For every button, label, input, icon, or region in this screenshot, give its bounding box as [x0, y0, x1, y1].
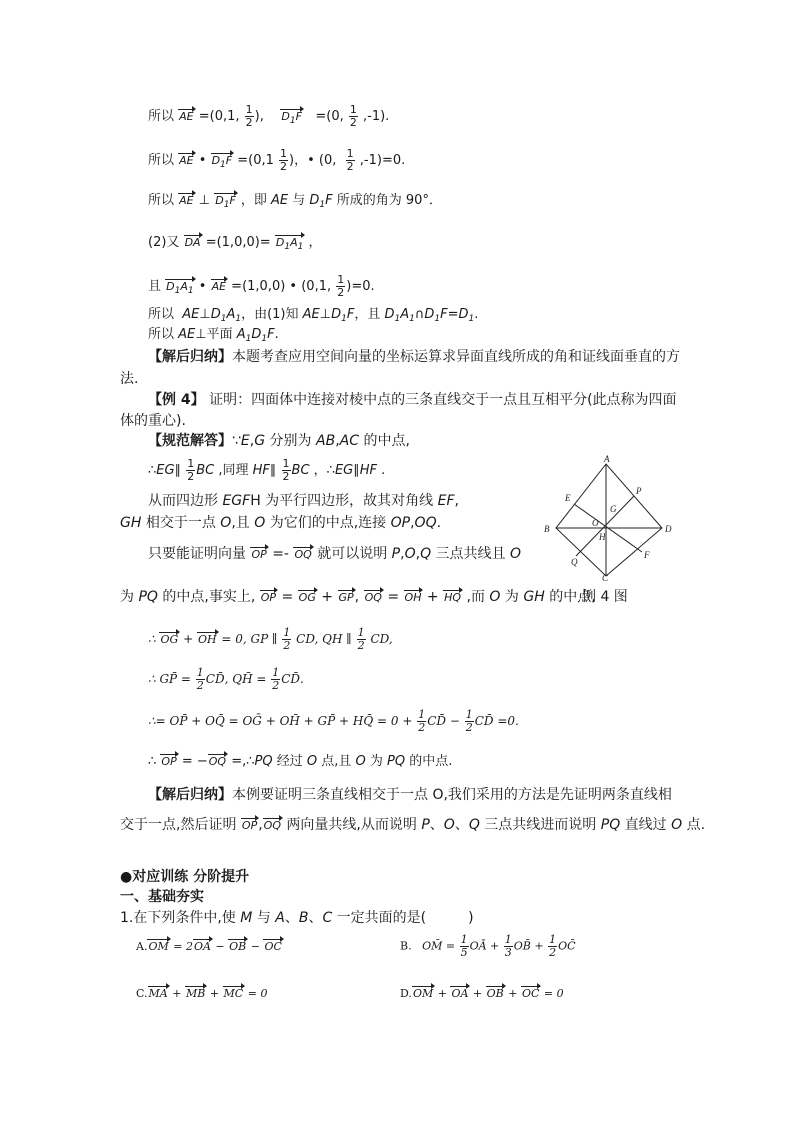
label-b: B — [544, 524, 550, 534]
line-dot-product: 所以 AE • $D_1F =(0,1$ $\frac{1}{2}$ )，• (0, $\frac{1}{2}$ ,-1)=0. — [148, 147, 406, 173]
line-d1a1-dot: 且 $D_1A_1$ • AE =(1,0,0) • (0,1, $\frac{1}{2}$ )=0. — [148, 273, 375, 299]
line-part2: (2)又 DA $=(1,0,0)= D_1A_1$ ， — [148, 235, 322, 252]
line-ae-perp: 所以 $AE\perp D_1A_1$，由(1)知 $AE\perp D_1F$，且 $D_1A_1\cap D_1F=D_1$. — [148, 307, 479, 324]
summary-2-cont: 交于一点,然后证明 OP,OQ 两向量共线,从而说明 P、O、Q 三点共线进而说明 PQ 直线过 O 点. — [120, 817, 706, 833]
line-gp-qh: ∴ GP̄ = $\frac{1}{2}$ CD̄, QH̄ = $\frac{1}{2}$ CD̄. — [148, 666, 304, 692]
section-heading-training: ●对应训练 分阶提升 — [120, 869, 250, 885]
option-d: D.OM + OA + OB + OC = 0 — [400, 987, 564, 1000]
segment-pq — [576, 496, 634, 556]
label-g: G — [610, 504, 617, 514]
figure-caption: 例 4 图 — [582, 589, 628, 605]
option-c: C.MA + MB + MC = 0 — [136, 987, 268, 1000]
label-f: F — [644, 550, 650, 560]
line-gh-intersect: GH 相交于一点 O,且 O 为它们的中点,连接 OP,OQ. — [120, 515, 442, 531]
line-ae-d1f: 所以 AE =(0,1, $\frac{1}{2}$ ), $D_1F =(0$, $\frac{1}{2}$ ,-1). — [148, 103, 390, 129]
label-o: O — [592, 518, 599, 528]
label-q: Q — [571, 557, 578, 567]
example-4-title: 【例 4】 证明：四面体中连接对棱中点的三条直线交于一点且互相平分(此点称为四面 — [148, 392, 677, 408]
line-parallelogram: 从而四边形 EGFH 为平行四边形，故其对角线 EF, — [148, 493, 459, 509]
line-prove-op: 只要能证明向量 OP =- OQ 就可以说明 P,O,Q 三点共线且 O — [148, 546, 522, 562]
line-sum-zero: ∴= OP̄ + OQ̄ = OḠ + OH̄ + GP̄ + HQ̄ = 0 + $\frac{1}{2}$ CD̄ − $\frac{1}{2}$ CD̄ =0. — [148, 708, 519, 734]
question-1: 1.在下列条件中,使 M 与 A、B、C 一定共面的是( ) — [120, 910, 474, 926]
option-a: A.OM = 2OA − OB − OC — [136, 940, 282, 953]
line-perpendicular: 所以 AE ⊥ $D_1F$ ，即 AE 与 $D_1F$ 所成的角为 90°． — [148, 193, 442, 210]
label-d: D — [665, 524, 672, 534]
label-e: E — [565, 493, 571, 503]
label-h: H — [599, 532, 606, 542]
tetrahedron-figure — [538, 452, 678, 582]
summary-1-cont: 法. — [120, 371, 139, 387]
summary-2: 【解后归纳】本例要证明三条直线相交于一点 O,我们采用的方法是先证明两条直线相 — [148, 787, 672, 803]
line-pq-midpoint: 为 PQ 的中点,事实上, OP = OG + GP, OQ = OH + HQ ,而 O 为 GH 的中点, — [120, 589, 596, 605]
label-p: P — [636, 486, 642, 496]
option-b: B. OM̄ = $\frac{1}{5}$ OĀ + $\frac{1}{3}$ OB̄ + $\frac{1}{2}$ OC̄ — [400, 933, 576, 959]
label-a: A — [604, 454, 610, 464]
summary-1: 【解后归纳】本题考查应用空间向量的坐标运算求异面直线所成的角和证线面垂直的方 — [148, 349, 680, 365]
line-conclusion: ∴ OP = −OQ =,∴PQ 经过 O 点,且 O 为 PQ 的中点. — [148, 754, 453, 769]
line-ae-plane: 所以 AE⊥平面 $A_1D_1F$. — [148, 327, 279, 344]
line-eg-parallel: ∴EG∥ $\frac{1}{2}$ BC ,同理 HF∥ $\frac{1}{2}$ BC ，∴EG∥HF . — [148, 457, 386, 483]
example-4-title-cont: 体的重心). — [120, 413, 186, 429]
label-c: C — [602, 573, 609, 582]
solution-start: 【规范解答】∵E,G 分别为 AB,AC 的中点, — [148, 433, 410, 449]
section-heading-basic: 一、基础夯实 — [120, 889, 204, 905]
line-og-oh: ∴ OG + OH = 0, GP ∥ $\frac{1}{2}$ CD, QH ∥ $\frac{1}{2}$ CD, — [148, 626, 393, 652]
